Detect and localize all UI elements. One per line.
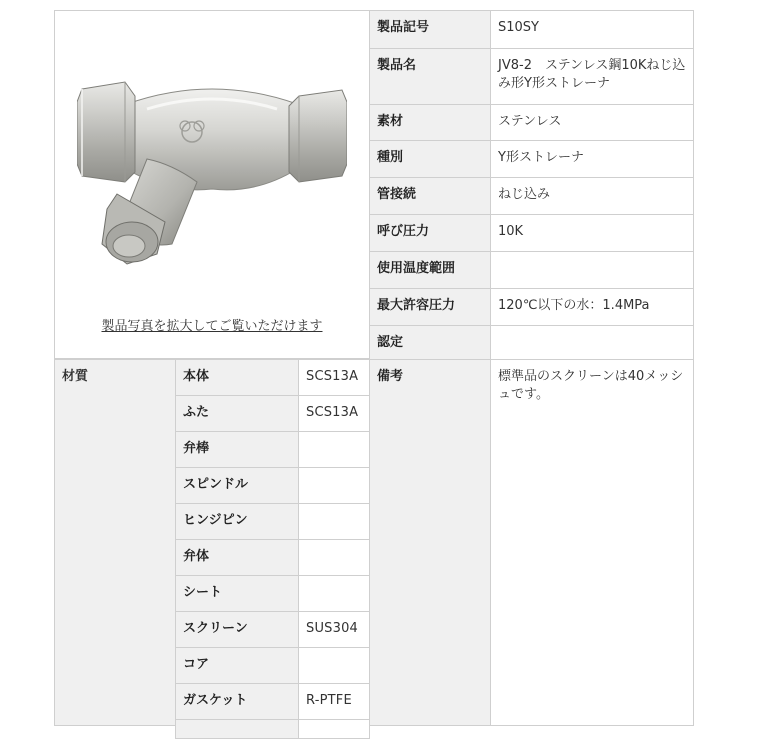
spec-value: 120℃以下の水：1.4MPa [490,288,694,326]
y-strainer-image[interactable] [77,64,347,279]
spec-value: S10SY [490,10,694,49]
material-part: コア [175,647,299,684]
product-photo-cell [54,10,370,359]
remarks-value: 標準品のスクリーンは40メッシュです。 [490,359,694,726]
material-value [298,467,370,504]
material-part: 弁棒 [175,431,299,468]
material-value [298,431,370,468]
materials-label: 材質 [54,359,176,726]
material-part: ふた [175,395,299,432]
material-value [298,539,370,576]
product-spec-table [54,10,694,726]
spec-value: JV8-2 ステンレス鋼10Kねじ込み形Y形ストレーナ [490,48,694,105]
material-part: 本体 [175,359,299,396]
enlarge-photo-link[interactable]: 製品写真を拡大してご覧いただけます [101,319,323,334]
material-part: ヒンジピン [175,503,299,540]
spec-value: 10K [490,214,694,252]
material-value-empty [298,719,370,739]
spec-value: Y形ストレーナ [490,140,694,178]
material-part: スピンドル [175,467,299,504]
spec-label: 素材 [369,104,491,141]
material-value [298,503,370,540]
material-part: シート [175,575,299,612]
spec-label: 製品記号 [369,10,491,49]
spec-label: 認定 [369,325,491,363]
spec-value: ねじ込み [490,177,694,215]
spec-label: 種別 [369,140,491,178]
material-value [298,575,370,612]
material-part-empty [175,719,299,739]
spec-label: 最大許容圧力 [369,288,491,326]
spec-label: 使用温度範囲 [369,251,491,289]
material-part: 弁体 [175,539,299,576]
spec-value: ステンレス [490,104,694,141]
spec-label: 管接続 [369,177,491,215]
spec-value [490,325,694,363]
spec-label: 製品名 [369,48,491,105]
material-value: R-PTFE [298,683,370,720]
material-value [298,647,370,684]
material-value: SCS13A [298,359,370,396]
material-part: ガスケット [175,683,299,720]
material-value: SUS304 [298,611,370,648]
spec-value [490,251,694,289]
material-part: スクリーン [175,611,299,648]
material-value: SCS13A [298,395,370,432]
spec-label: 呼び圧力 [369,214,491,252]
remarks-label: 備考 [369,359,491,726]
